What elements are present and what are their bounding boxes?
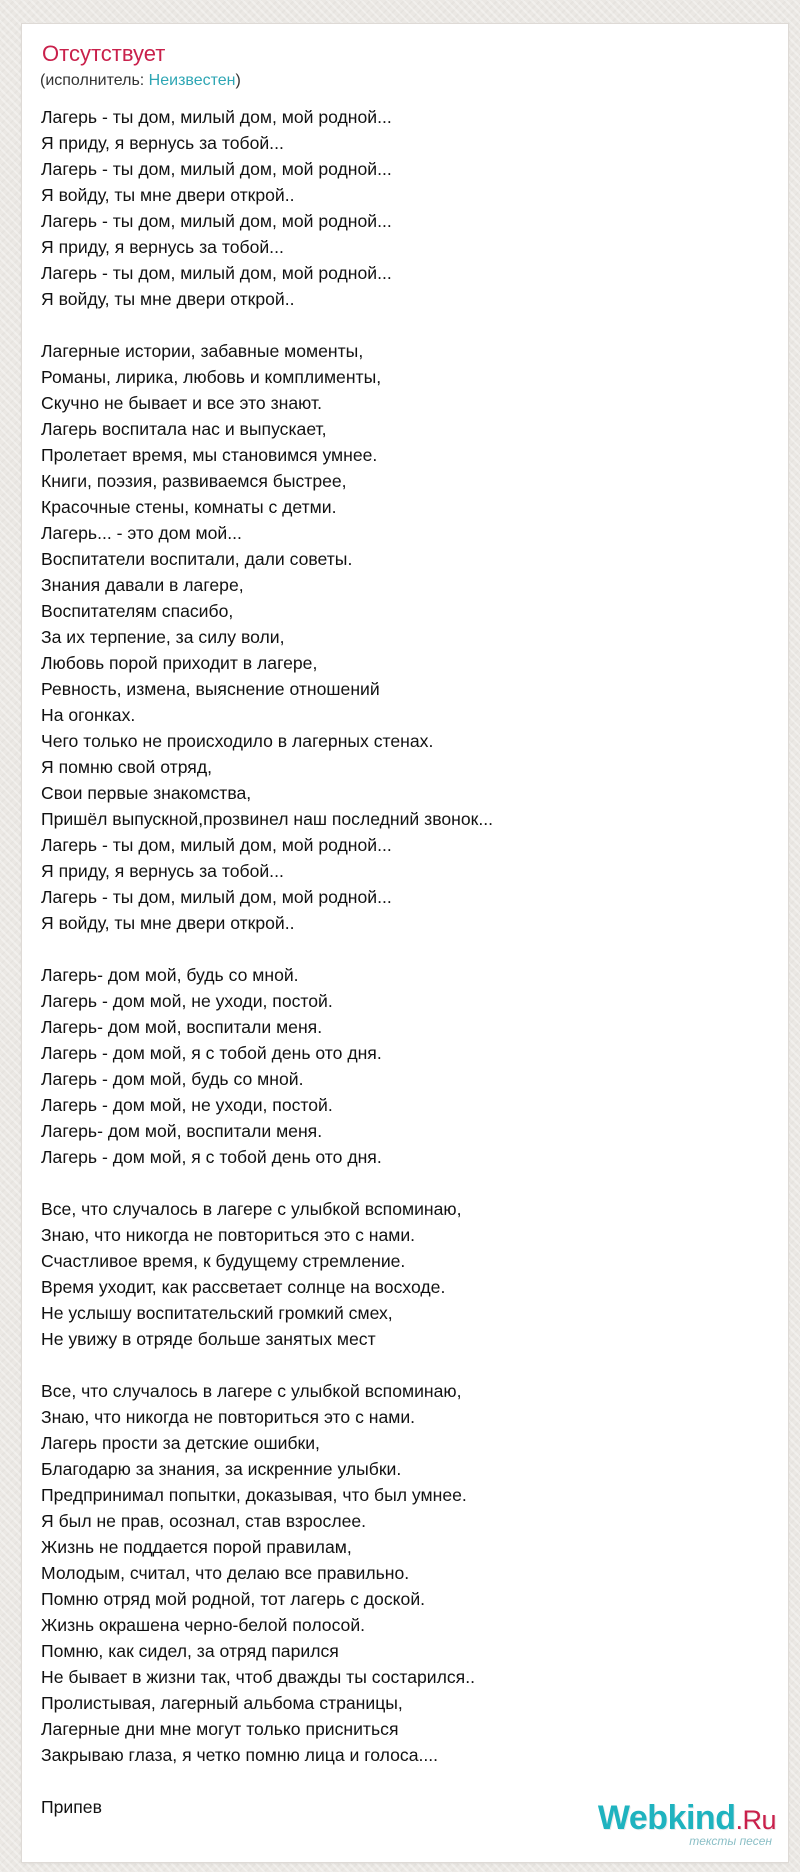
- lyrics-line: Припев: [41, 1797, 102, 1817]
- lyrics-line: За их терпение, за силу воли,: [41, 627, 285, 647]
- lyrics-line: Книги, поэзия, развиваемся быстрее,: [41, 471, 347, 491]
- lyrics-line: Свои первые знакомства,: [41, 783, 252, 803]
- artist-line: [40, 72, 241, 90]
- lyrics-line: Лагерь - дом мой, будь со мной.: [41, 1069, 304, 1089]
- lyrics-line: Жизнь не поддается порой правилам,: [41, 1537, 352, 1557]
- lyrics-line: Лагерь - ты дом, милый дом, мой родной...: [41, 107, 392, 127]
- lyrics-stanza: [41, 104, 761, 312]
- lyrics-line: Чего только не происходило в лагерных стенах.: [41, 731, 434, 751]
- lyrics-line: Все, что случалось в лагере с улыбкой вспоминаю,: [41, 1381, 462, 1401]
- lyrics-line: Я войду, ты мне двери открой..: [41, 913, 295, 933]
- artist-link[interactable]: Неизвестен: [148, 72, 236, 89]
- lyrics-line: Пришёл выпускной,прозвинел наш последний звонок...: [41, 809, 494, 829]
- lyrics-line: Помню, как сидел, за отряд парился: [41, 1641, 339, 1661]
- lyrics-line: Лагерь- дом мой, будь со мной.: [41, 965, 299, 985]
- lyrics-line: Скучно не бывает и все это знают.: [41, 393, 322, 413]
- lyrics-line: Воспитателям спасибо,: [41, 601, 234, 621]
- logo-tld: .Ru: [735, 1805, 776, 1835]
- lyrics-line: Лагерь воспитала нас и выпускает,: [41, 419, 327, 439]
- lyrics-line: Лагерь - ты дом, милый дом, мой родной...: [41, 887, 392, 907]
- lyrics-line: Лагерь - дом мой, я с тобой день ото дня.: [41, 1043, 382, 1063]
- lyrics-line: Я помню свой отряд,: [41, 757, 212, 777]
- lyrics-stanza: [41, 1196, 761, 1352]
- lyrics-text: [41, 104, 761, 1820]
- lyrics-line: Я войду, ты мне двери открой..: [41, 185, 295, 205]
- lyrics-line: Лагерь- дом мой, воспитали меня.: [41, 1017, 323, 1037]
- lyrics-line: Не услышу воспитательский громкий смех,: [41, 1303, 393, 1323]
- lyrics-line: Лагерь - ты дом, милый дом, мой родной...: [41, 159, 392, 179]
- lyrics-line: Предпринимал попытки, доказывая, что был умнее.: [41, 1485, 467, 1505]
- lyrics-line: Пролетает время, мы становимся умнее.: [41, 445, 378, 465]
- lyrics-line: Красочные стены, комнаты с детми.: [41, 497, 337, 517]
- lyrics-stanza: [41, 962, 761, 1170]
- lyrics-line: Лагерь - ты дом, милый дом, мой родной...: [41, 835, 392, 855]
- lyrics-line: Лагерь- дом мой, воспитали меня.: [41, 1121, 323, 1141]
- logo-tagline: тексты песен: [689, 1834, 772, 1848]
- lyrics-line: Благодарю за знания, за искренние улыбки.: [41, 1459, 402, 1479]
- lyrics-line: Знаю, что никогда не повториться это с нами.: [41, 1225, 416, 1245]
- lyrics-line: Я приду, я вернусь за тобой...: [41, 133, 284, 153]
- logo-wordmark: [598, 1801, 776, 1835]
- lyrics-line: Не бывает в жизни так, чтоб дважды ты состарился..: [41, 1667, 475, 1687]
- logo-name: Webkind: [597, 1799, 736, 1837]
- lyrics-line: На огонках.: [41, 705, 136, 725]
- lyrics-line: Жизнь окрашена черно-белой полосой.: [41, 1615, 366, 1635]
- lyrics-line: Воспитатели воспитали, дали советы.: [41, 549, 353, 569]
- lyrics-line: Лагерь... - это дом мой...: [41, 523, 242, 543]
- artist-prefix: (исполнитель:: [40, 72, 149, 89]
- lyrics-card: [22, 24, 788, 1862]
- lyrics-line: Лагерь прости за детские ошибки,: [41, 1433, 320, 1453]
- lyrics-line: Все, что случалось в лагере с улыбкой вспоминаю,: [41, 1199, 462, 1219]
- artist-suffix: ): [235, 72, 241, 89]
- lyrics-line: Лагерь - дом мой, не уходи, постой.: [41, 1095, 333, 1115]
- song-title: Отсутствует: [42, 41, 166, 66]
- lyrics-line: Пролистывая, лагерный альбома страницы,: [41, 1693, 403, 1713]
- lyrics-line: Я войду, ты мне двери открой..: [41, 289, 295, 309]
- lyrics-line: Не увижу в отряде больше занятых мест: [41, 1329, 376, 1349]
- lyrics-line: Лагерь - дом мой, я с тобой день ото дня.: [41, 1147, 382, 1167]
- lyrics-line: Я приду, я вернусь за тобой...: [41, 861, 284, 881]
- lyrics-line: Романы, лирика, любовь и комплименты,: [41, 367, 382, 387]
- lyrics-line: Время уходит, как рассветает солнце на восходе.: [41, 1277, 446, 1297]
- lyrics-line: Я приду, я вернусь за тобой...: [41, 237, 284, 257]
- lyrics-line: Любовь порой приходит в лагере,: [41, 653, 318, 673]
- lyrics-line: Знаю, что никогда не повториться это с нами.: [41, 1407, 416, 1427]
- lyrics-line: Счастливое время, к будущему стремление.: [41, 1251, 406, 1271]
- lyrics-line: Лагерь - ты дом, милый дом, мой родной...: [41, 211, 392, 231]
- lyrics-line: Молодым, считал, что делаю все правильно.: [41, 1563, 410, 1583]
- lyrics-line: Лагерь - дом мой, не уходи, постой.: [41, 991, 333, 1011]
- lyrics-line: Ревность, измена, выяснение отношений: [41, 679, 380, 699]
- lyrics-line: Я был не прав, осознал, став взрослее.: [41, 1511, 367, 1531]
- lyrics-line: Лагерные истории, забавные моменты,: [41, 341, 364, 361]
- lyrics-line: Закрываю глаза, я четко помню лица и голоса....: [41, 1745, 439, 1765]
- lyrics-line: Знания давали в лагере,: [41, 575, 244, 595]
- lyrics-stanza: [41, 338, 761, 936]
- lyrics-line: Помню отряд мой родной, тот лагерь с доской.: [41, 1589, 426, 1609]
- lyrics-line: Лагерь - ты дом, милый дом, мой родной...: [41, 263, 392, 283]
- lyrics-stanza: [41, 1378, 761, 1768]
- lyrics-line: Лагерные дни мне могут только присниться: [41, 1719, 399, 1739]
- site-logo[interactable]: [586, 1801, 776, 1849]
